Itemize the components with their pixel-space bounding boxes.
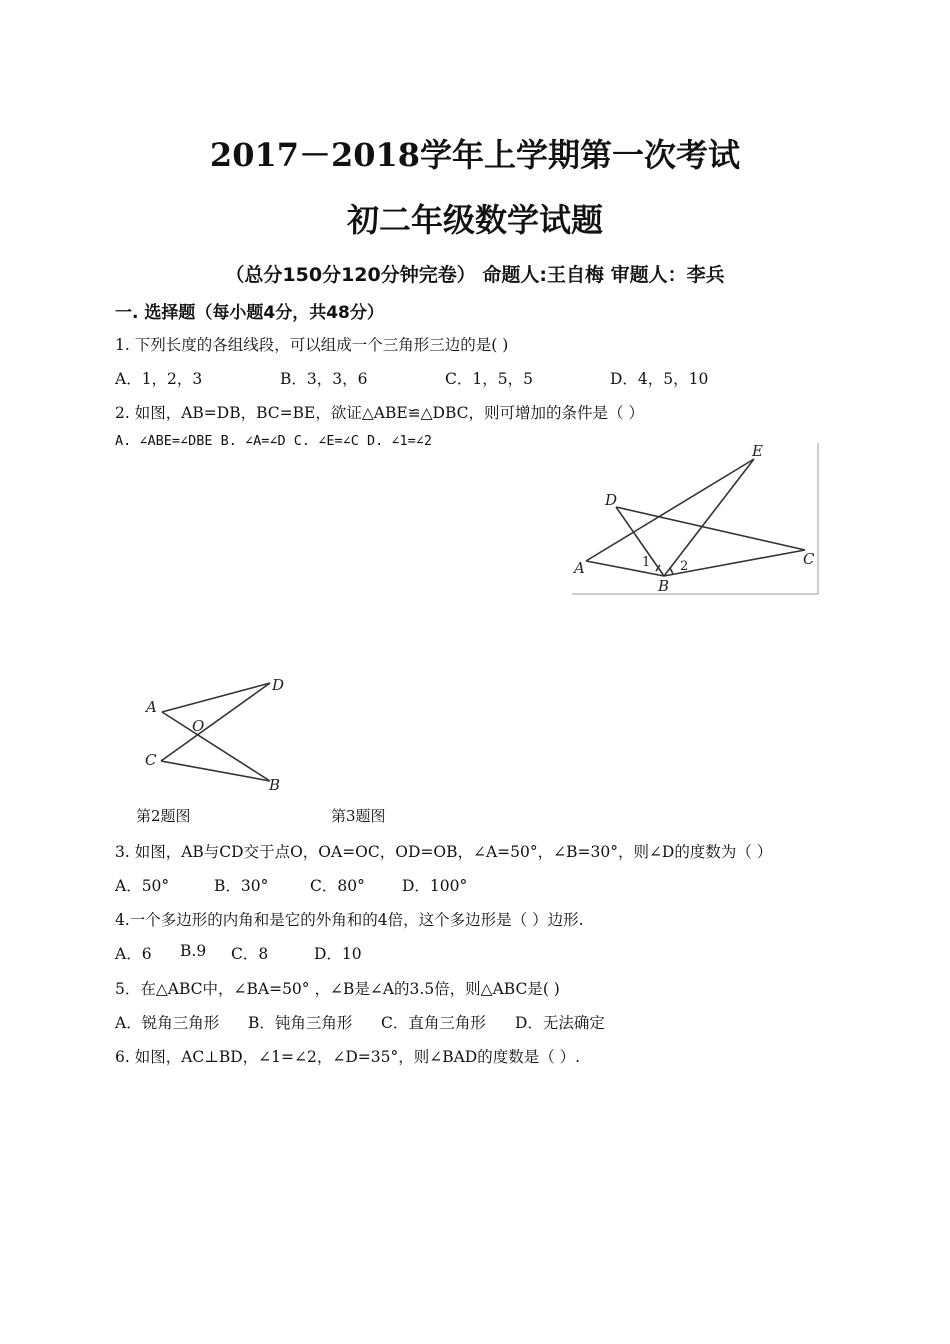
- label-c: C: [803, 550, 815, 568]
- question-4-option-a: A．6: [115, 945, 152, 963]
- question-5-option-c: C．直角三角形: [381, 1014, 486, 1032]
- question-2-options: A. ∠ABE=∠DBE B. ∠A=∠D C. ∠E=∠C D. ∠1=∠2: [115, 433, 432, 449]
- label-d: D: [605, 491, 618, 509]
- question-1-option-c: C．1，5，5: [445, 370, 533, 388]
- label-angle-1: 1: [642, 555, 651, 570]
- figure-q2: [572, 443, 820, 596]
- caption-fig-2: 第2题图: [136, 807, 191, 825]
- exam-title: 2017－2018学年上学期第一次考试: [209, 136, 741, 174]
- question-1-option-a: A．1，2，3: [115, 370, 203, 388]
- label-angle-2: 2: [680, 559, 689, 574]
- section-heading: 一. 选择题（每小题4分，共48分）: [115, 303, 384, 323]
- question-3-option-c: C．80°: [310, 877, 365, 895]
- question-4-option-d: D．10: [314, 945, 362, 963]
- question-5-option-a: A．锐角三角形: [115, 1014, 220, 1032]
- label-a: A: [574, 559, 585, 577]
- figure-q3-lines: [161, 683, 270, 781]
- question-1-option-d: D．4，5，10: [610, 370, 709, 388]
- label-o: O: [192, 717, 205, 735]
- label-d: D: [272, 676, 285, 694]
- question-3-option-d: D．100°: [402, 877, 468, 895]
- label-c: C: [145, 751, 157, 769]
- question-3-stem: 3. 如图，AB与CD交于点O，OA=OC，OD=OB，∠A=50°，∠B=30°，则∠D的度数为（ ）: [115, 843, 773, 861]
- figure-q2-lines: [586, 459, 805, 576]
- label-b: B: [269, 776, 281, 794]
- question-6-stem: 6. 如图，AC⊥BD，∠1=∠2，∠D=35°，则∠BAD的度数是（ ）.: [115, 1048, 581, 1066]
- question-4-option-b: B.9: [180, 942, 207, 960]
- exam-info: （总分150分120分钟完卷） 命题人:王自梅 审题人：李兵: [225, 264, 725, 286]
- question-2-stem: 2. 如图，AB=DB，BC=BE，欲证△ABE≌△DBC，则可增加的条件是（ ）: [115, 404, 644, 422]
- question-3-option-a: A．50°: [115, 877, 170, 895]
- caption-fig-3: 第3题图: [331, 807, 386, 825]
- question-3-option-b: B．30°: [214, 877, 269, 895]
- label-a: A: [146, 698, 157, 716]
- question-5-option-d: D．无法确定: [515, 1014, 605, 1032]
- question-5-stem: 5．在△ABC中，∠BA=50° ，∠B是∠A的3.5倍，则△ABC是( ): [115, 980, 560, 998]
- exam-subtitle: 初二年级数学试题: [346, 201, 603, 239]
- figure-q3: [140, 672, 300, 797]
- label-b: B: [658, 577, 670, 595]
- question-1-stem: 1. 下列长度的各组线段，可以组成一个三角形三边的是( ): [115, 336, 509, 354]
- label-e: E: [752, 443, 763, 460]
- question-1-option-b: B．3，3，6: [280, 370, 368, 388]
- question-4-stem: 4.一个多边形的内角和是它的外角和的4倍，这个多边形是（ ）边形.: [115, 911, 584, 929]
- question-5-option-b: B．钝角三角形: [248, 1014, 353, 1032]
- question-4-option-c: C．8: [231, 945, 269, 963]
